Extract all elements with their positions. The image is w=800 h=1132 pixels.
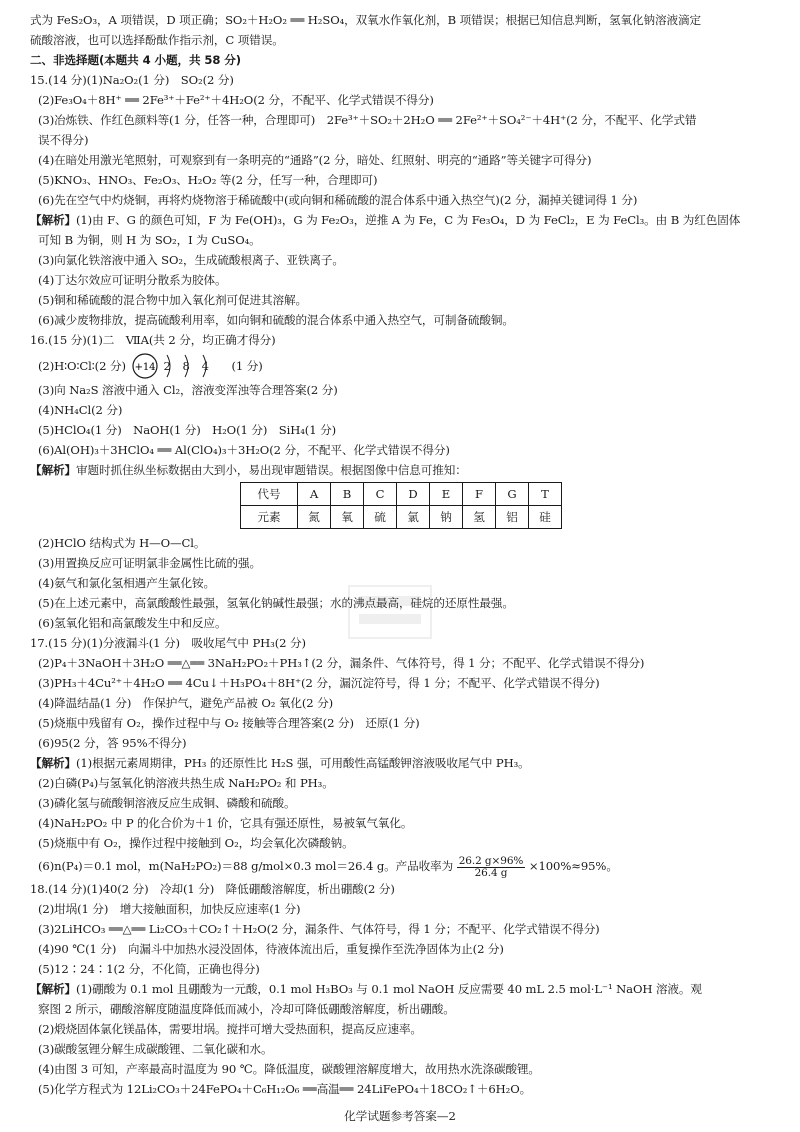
answer-line: (5)HClO₄(1 分) NaOH(1 分) H₂O(1 分) SiH₄(1 分) bbox=[38, 423, 336, 437]
analysis-text: 审题时抓住纵坐标数据由大到小，易出现审题错误。根据图像中信息可推知： bbox=[75, 463, 467, 477]
fraction-numerator: 26.2 g×96% bbox=[458, 854, 524, 867]
answer-line: (4)在暗处用激光笔照射，可观察到有一条明亮的“通路”(2 分，暗处、红照射、明亮的“通路”等关键字可得分) bbox=[38, 153, 592, 167]
code-cell: A bbox=[298, 483, 331, 506]
analysis-text: (1)由 F、G 的颜色可知，F 为 Fe(OH)₃，G 为 Fe₂O₃，逆推 A 为 Fe，C 为 Fe₃O₄，D 为 FeCl₂，E 为 FeCl₃。由 B 为红色固体 bbox=[75, 213, 741, 227]
answer-line: (3)向 Na₂S 溶液中通入 Cl₂，溶液变浑浊等合理答案(2 分) bbox=[38, 383, 338, 397]
answer-line: (2)坩埚(1 分) 增大接触面积，加快反应速率(1 分) bbox=[38, 902, 301, 916]
yield-text: (6)n(P₄)＝0.1 mol，m(NaH₂PO₂)＝88 g/mol×0.3 mol＝26.4 g。产品收率为 bbox=[38, 859, 454, 873]
analysis-line: 察图 2 所示，硼酸溶解度随温度降低而减小，冷却可降低硼酸溶解度，析出硼酸。 bbox=[38, 1002, 455, 1016]
code-cell: C bbox=[364, 483, 397, 506]
element-code-table bbox=[240, 482, 562, 529]
element-cell: 氧 bbox=[331, 506, 364, 529]
analysis-line bbox=[30, 460, 775, 480]
answer-line: 18.(14 分)(1)40(2 分) 冷却(1 分) 降低硼酸溶解度，析出硼酸(2 分) bbox=[30, 882, 395, 896]
analysis-line bbox=[30, 979, 775, 999]
yield-fraction bbox=[457, 856, 526, 879]
section-title: 二、非选择题(本题共 4 小题，共 58 分) bbox=[30, 53, 241, 67]
question-16 bbox=[30, 330, 775, 633]
analysis-line: (2)白磷(P₄)与氢氧化钠溶液共热生成 NaH₂PO₂ 和 PH₃。 bbox=[38, 776, 334, 790]
answer-line-structure bbox=[30, 350, 775, 380]
analysis-line: (6)减少废物排放，提高硫酸利用率，如向铜和硫酸的混合体系中通入热空气，可制备硫酸铜。 bbox=[38, 313, 514, 327]
element-cell: 氢 bbox=[463, 506, 496, 529]
answer-line: (5)KNO₃、HNO₃、Fe₂O₃、H₂O₂ 等(2 分，任写一种，合理即可) bbox=[38, 173, 378, 187]
analysis-line: (5)在上述元素中，高氯酸酸性最强，氢氧化钠碱性最强；水的沸点最高，硅烷的还原性最强。 bbox=[38, 596, 514, 610]
question-17 bbox=[30, 633, 775, 879]
answer-line: (4)NH₄Cl(2 分) bbox=[38, 403, 123, 417]
analysis-line: (3)碳酸氢锂分解生成碳酸锂、二氧化碳和水。 bbox=[38, 1042, 273, 1056]
answer-line: (3)PH₃＋4Cu²⁺＋4H₂O ══ 4Cu↓＋H₃PO₄＋8H⁺(2 分，漏沉淀符号，得 1 分；不配平、化学式错误不得分) bbox=[38, 676, 600, 690]
question-15 bbox=[30, 70, 775, 330]
analysis-line bbox=[30, 210, 775, 230]
answer-line: (6)Al(OH)₃＋3HClO₄ ══ Al(ClO₄)₃＋3H₂O(2 分，不配平、化学式错误不得分) bbox=[38, 443, 450, 457]
analysis-line: (4)氨气和氯化氢相遇产生氯化铵。 bbox=[38, 576, 216, 590]
element-cell: 铝 bbox=[496, 506, 529, 529]
element-cell: 钠 bbox=[430, 506, 463, 529]
answer-line: 误不得分) bbox=[38, 133, 89, 147]
atomic-structure-diagram bbox=[129, 351, 263, 380]
answer-line: (5)烧瓶中残留有 O₂，操作过程中与 O₂ 接触等合理答案(2 分) 还原(1 分) bbox=[38, 716, 420, 730]
yield-result: ×100%≈95%。 bbox=[528, 859, 618, 873]
code-cell: F bbox=[463, 483, 496, 506]
answer-line: (6)先在空气中灼烧铜，再将灼烧物溶于稀硫酸中(或向铜和稀硫酸的混合体系中通入热空气)(2 分，漏掉关键词得 1 分) bbox=[38, 193, 638, 207]
element-cell: 硫 bbox=[364, 506, 397, 529]
code-cell: G bbox=[496, 483, 529, 506]
intro-line: 硫酸溶液，也可以选择酚酞作指示剂，C 项错误。 bbox=[30, 33, 284, 47]
analysis-label: 【解析】 bbox=[30, 982, 76, 996]
intro-line: 式为 FeS₂O₃，A 项错误，D 项正确；SO₂＋H₂O₂ ══ H₂SO₄，双氧水作氧化剂，B 项错误；根据已知信息判断，氢氧化钠溶液滴定 bbox=[30, 13, 701, 27]
analysis-line: (5)化学方程式为 12Li₂CO₃＋24FePO₄＋C₆H₁₂O₆ ══高温══ 24LiFePO₄＋18CO₂↑＋6H₂O。 bbox=[38, 1082, 532, 1096]
element-cell: 氮 bbox=[298, 506, 331, 529]
analysis-label: 【解析】 bbox=[30, 756, 76, 770]
analysis-line: (5)铜和稀硫酸的混合物中加入氧化剂可促进其溶解。 bbox=[38, 293, 307, 307]
analysis-line: 可知 B 为铜，则 H 为 SO₂，I 为 CuSO₄。 bbox=[38, 233, 261, 247]
element-cell: 硅 bbox=[529, 506, 562, 529]
analysis-line: (6)氢氧化铝和高氯酸发生中和反应。 bbox=[38, 616, 227, 630]
analysis-line: (3)向氯化铁溶液中通入 SO₂，生成硫酸根离子、亚铁离子。 bbox=[38, 253, 344, 267]
answer-line: (3)2LiHCO₃ ══△══ Li₂CO₃＋CO₂↑＋H₂O(2 分，漏条件、气体符号，得 1 分；不配平、化学式错误不得分) bbox=[38, 922, 600, 936]
table-header-cell: 代号 bbox=[241, 483, 298, 506]
table-header-cell: 元素 bbox=[241, 506, 298, 529]
answer-line: (4)降温结晶(1 分) 作保护气，避免产品被 O₂ 氧化(2 分) bbox=[38, 696, 334, 710]
analysis-label: 【解析】 bbox=[30, 213, 76, 227]
answer-line: 17.(15 分)(1)分液漏斗(1 分) 吸收尾气中 PH₃(2 分) bbox=[30, 636, 306, 650]
answer-line: (5)12∶24∶1(2 分，不化简，正确也得分) bbox=[38, 962, 260, 976]
code-cell: B bbox=[331, 483, 364, 506]
analysis-line: (5)烧瓶中有 O₂，操作过程中接触到 O₂，均会氧化次磷酸钠。 bbox=[38, 836, 354, 850]
code-cell: D bbox=[397, 483, 430, 506]
analysis-line: (4)NaH₂PO₂ 中 P 的化合价为＋1 价，它具有强还原性，易被氧气氧化。 bbox=[38, 816, 413, 830]
analysis-line: (3)用置换反应可证明氯非金属性比硫的强。 bbox=[38, 556, 262, 570]
page-footer: 化学试题参考答案—2 bbox=[344, 1109, 456, 1123]
code-cell: T bbox=[529, 483, 562, 506]
analysis-line-yield bbox=[30, 853, 775, 879]
answer-line: (4)90 ℃(1 分) 向漏斗中加热水浸没固体，待液体流出后，重复操作至洗净固体为止(2 分) bbox=[38, 942, 504, 956]
answer-line: (2)P₄＋3NaOH＋3H₂O ══△══ 3NaH₂PO₂＋PH₃↑(2 分，漏条件、气体符号，得 1 分；不配平、化学式错误不得分) bbox=[38, 656, 645, 670]
analysis-line: (3)磷化氢与硫酸铜溶液反应生成铜、磷酸和硫酸。 bbox=[38, 796, 296, 810]
answer-line: 16.(15 分)(1)二 ⅦA(共 2 分，均正确才得分) bbox=[30, 333, 276, 347]
question-18 bbox=[30, 879, 775, 1099]
element-cell: 氯 bbox=[397, 506, 430, 529]
answer-line: (3)冶炼铁、作红色颜料等(1 分，任答一种，合理即可) 2Fe³⁺＋SO₂＋2H₂O ══ 2Fe²⁺＋SO₄²⁻＋4H⁺(2 分，不配平、化学式错 bbox=[38, 113, 697, 127]
answer-line: (6)95(2 分，答 95%不得分) bbox=[38, 736, 187, 750]
analysis-text: (1)根据元素周期律，PH₃ 的还原性比 H₂S 强，可用酸性高锰酸钾溶液吸收尾气中 PH₃。 bbox=[75, 756, 530, 770]
table-row-codes bbox=[241, 483, 562, 506]
analysis-line: (4)丁达尔效应可证明分散系为胶体。 bbox=[38, 273, 227, 287]
answer-content bbox=[30, 10, 775, 1099]
fraction-denominator: 26.4 g bbox=[474, 866, 508, 879]
analysis-line: (2)煅烧固体氯化镁晶体，需要坩埚。搅拌可增大受热面积，提高反应速率。 bbox=[38, 1022, 422, 1036]
nucleus-charge: +14 bbox=[135, 362, 156, 373]
electron-formula: (2)H∶O∶Cl∶(2 分) bbox=[38, 359, 126, 373]
analysis-line: (2)HClO 结构式为 H—O—Cl。 bbox=[38, 536, 206, 550]
score-note: (1 分) bbox=[231, 359, 263, 373]
shell-electrons: 2 8 4 bbox=[163, 359, 213, 373]
code-cell: E bbox=[430, 483, 463, 506]
analysis-label: 【解析】 bbox=[30, 463, 76, 477]
analysis-text: (1)硼酸为 0.1 mol 且硼酸为一元酸，0.1 mol H₃BO₃ 与 0.1 mol NaOH 反应需要 40 mL 2.5 mol·L⁻¹ NaOH 溶液。观 bbox=[75, 982, 702, 996]
table-row-elements bbox=[241, 506, 562, 529]
analysis-line: (4)由图 3 可知，产率最高时温度为 90 ℃。降低温度，碳酸锂溶解度增大，故用热水洗涤碳酸锂。 bbox=[38, 1062, 540, 1076]
answer-line: 15.(14 分)(1)Na₂O₂(1 分) SO₂(2 分) bbox=[30, 73, 234, 87]
analysis-line bbox=[30, 753, 775, 773]
answer-line: (2)Fe₃O₄＋8H⁺ ══ 2Fe³⁺＋Fe²⁺＋4H₂O(2 分，不配平、化学式错误不得分) bbox=[38, 93, 434, 107]
